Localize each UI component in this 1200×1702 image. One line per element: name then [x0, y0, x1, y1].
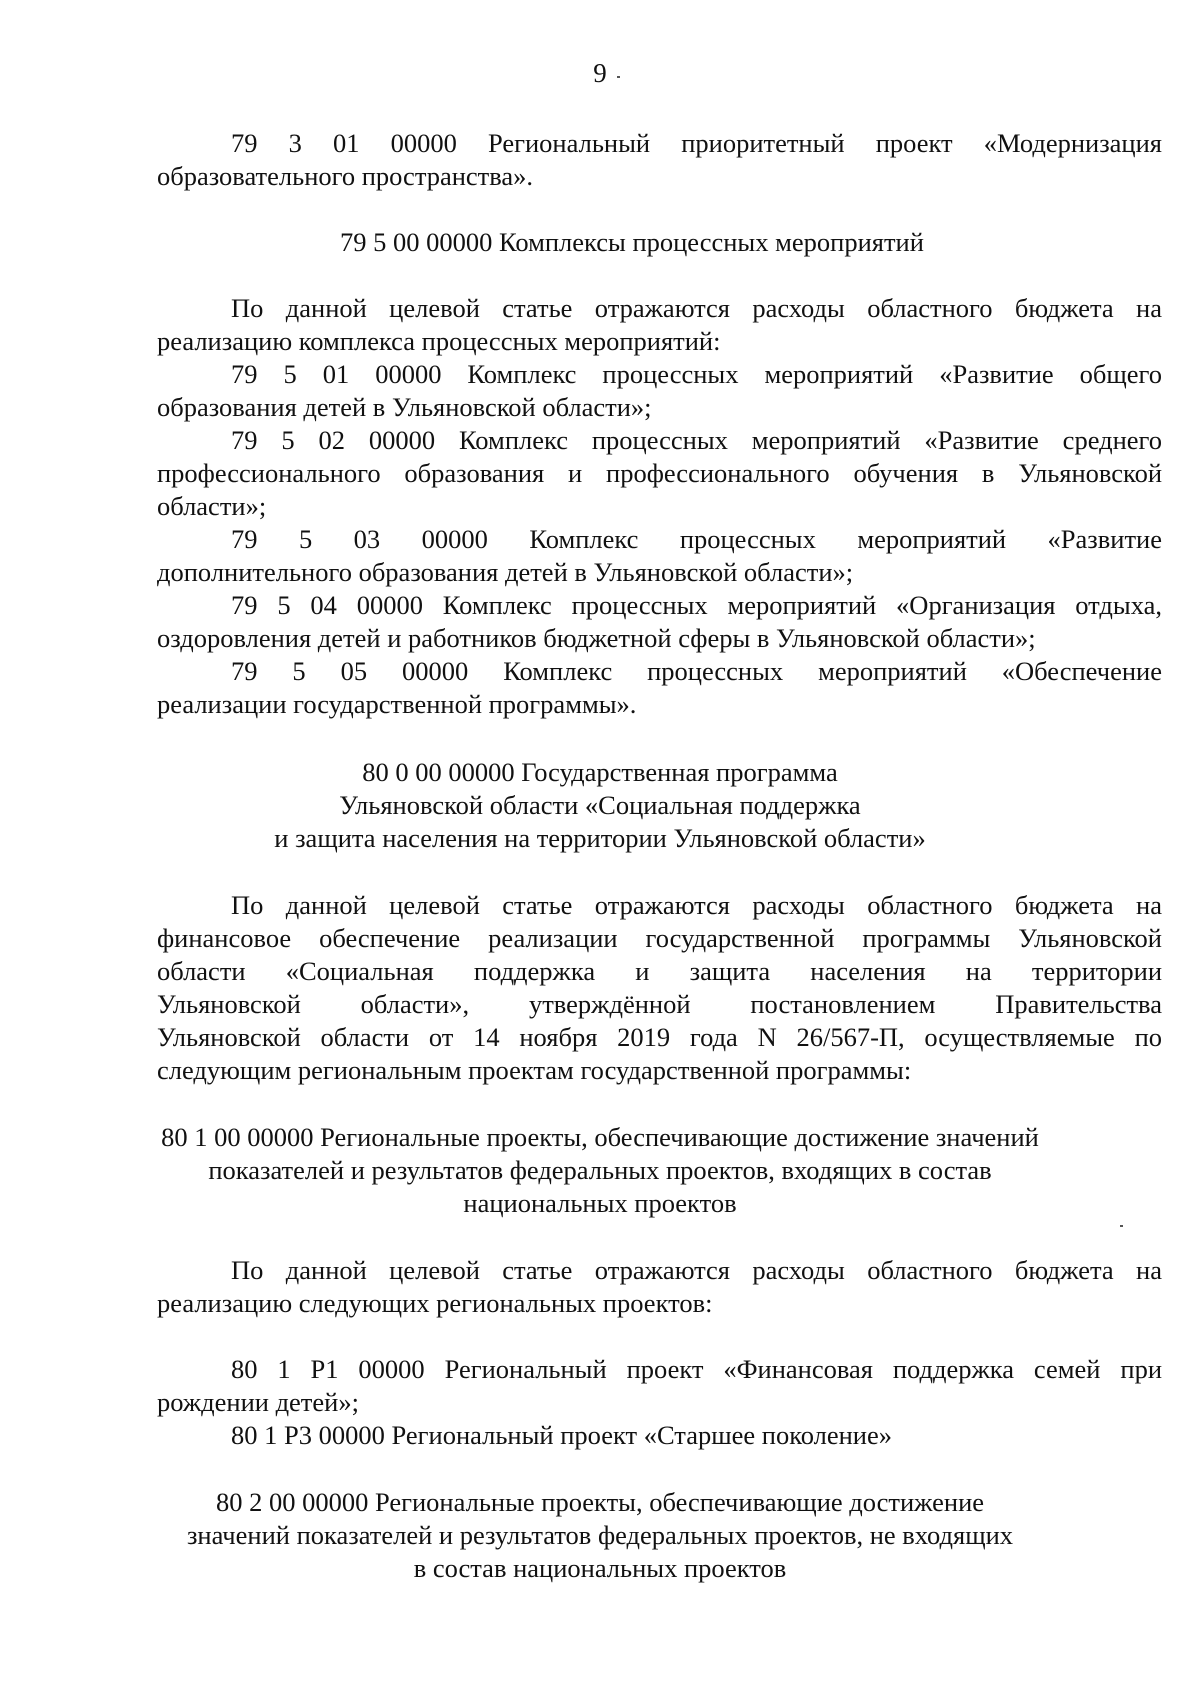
heading-80-1-line3: национальных проектов: [463, 1188, 737, 1218]
item-79-5-01-line1: 79 5 01 00000 Комплекс процессных мероприятий «Развитие общего: [231, 359, 1162, 389]
para4-line2: реализацию следующих региональных проектов:: [157, 1288, 713, 1318]
para4-line1: По данной целевой статье отражаются расходы областного бюджета на: [231, 1255, 1162, 1285]
para3-line3: области «Социальная поддержка и защита населения на территории: [157, 956, 1162, 986]
item-79-5-01-line2: образования детей в Ульяновской области»;: [157, 392, 652, 422]
para3-line4: Ульяновской области», утверждённой постановлением Правительства: [157, 989, 1162, 1019]
heading-80-0-line2: Ульяновской области «Социальная поддержка: [339, 790, 861, 820]
heading-80-2-line1: 80 2 00 00000 Региональные проекты, обеспечивающие достижение: [215, 1487, 985, 1517]
heading-80-2-line2: значений показателей и результатов федеральных проектов, не входящих: [186, 1520, 1014, 1550]
item-79-5-05-line1: 79 5 05 00000 Комплекс процессных мероприятий «Обеспечение: [231, 656, 1162, 686]
scan-speck: [617, 76, 620, 78]
heading-80-0-line1: 80 0 00 00000 Государственная программа: [362, 757, 838, 787]
scan-speck: [1120, 1225, 1123, 1227]
item-80-1-p1-line2: рождении детей»;: [157, 1387, 359, 1417]
item-79-5-02-line2: профессионального образования и профессионального обучения в Ульяновской: [157, 458, 1162, 488]
item-79-5-02-line3: области»;: [157, 491, 267, 521]
item-79-5-04-line2: оздоровления детей и работников бюджетной сферы в Ульяновской области»;: [157, 623, 1036, 653]
heading-80-1-line2: показателей и результатов федеральных проектов, входящих в состав: [208, 1155, 992, 1185]
item-79-5-03-line1: 79 5 03 00000 Комплекс процессных мероприятий «Развитие: [231, 524, 1162, 554]
item-79-5-05-line2: реализации государственной программы».: [157, 689, 637, 719]
item-79-5-02-line1: 79 5 02 00000 Комплекс процессных мероприятий «Развитие среднего: [231, 425, 1162, 455]
para3-line6: следующим региональным проектам государственной программы:: [157, 1055, 912, 1085]
para1-line1: 79 3 01 00000 Региональный приоритетный проект «Модернизация: [231, 128, 1162, 158]
item-79-5-03-line2: дополнительного образования детей в Ульяновской области»;: [157, 557, 854, 587]
para3-line5: Ульяновской области от 14 ноября 2019 года N 26/567-П, осуществляемые по: [157, 1022, 1162, 1052]
heading-79-5: 79 5 00 00000 Комплексы процессных мероприятий: [340, 227, 924, 257]
para3-line2: финансовое обеспечение реализации государственной программы Ульяновской: [157, 923, 1162, 953]
item-80-1-p1-line1: 80 1 Р1 00000 Региональный проект «Финансовая поддержка семей при: [231, 1354, 1162, 1384]
para1-line2: образовательного пространства».: [157, 161, 534, 191]
heading-80-0-line3: и защита населения на территории Ульяновской области»: [274, 823, 926, 853]
heading-80-1-line1: 80 1 00 00000 Региональные проекты, обеспечивающие достижение значений: [161, 1122, 1039, 1152]
heading-80-2-line3: в состав национальных проектов: [413, 1553, 787, 1583]
para3-line1: По данной целевой статье отражаются расходы областного бюджета на: [231, 890, 1162, 920]
para2-line2: реализацию комплекса процессных мероприятий:: [157, 326, 721, 356]
item-80-1-p3-line1: 80 1 Р3 00000 Региональный проект «Старшее поколение»: [231, 1420, 892, 1450]
page-number: 9: [593, 58, 607, 88]
para2-line1: По данной целевой статье отражаются расходы областного бюджета на: [231, 293, 1162, 323]
item-79-5-04-line1: 79 5 04 00000 Комплекс процессных мероприятий «Организация отдыха,: [231, 590, 1162, 620]
